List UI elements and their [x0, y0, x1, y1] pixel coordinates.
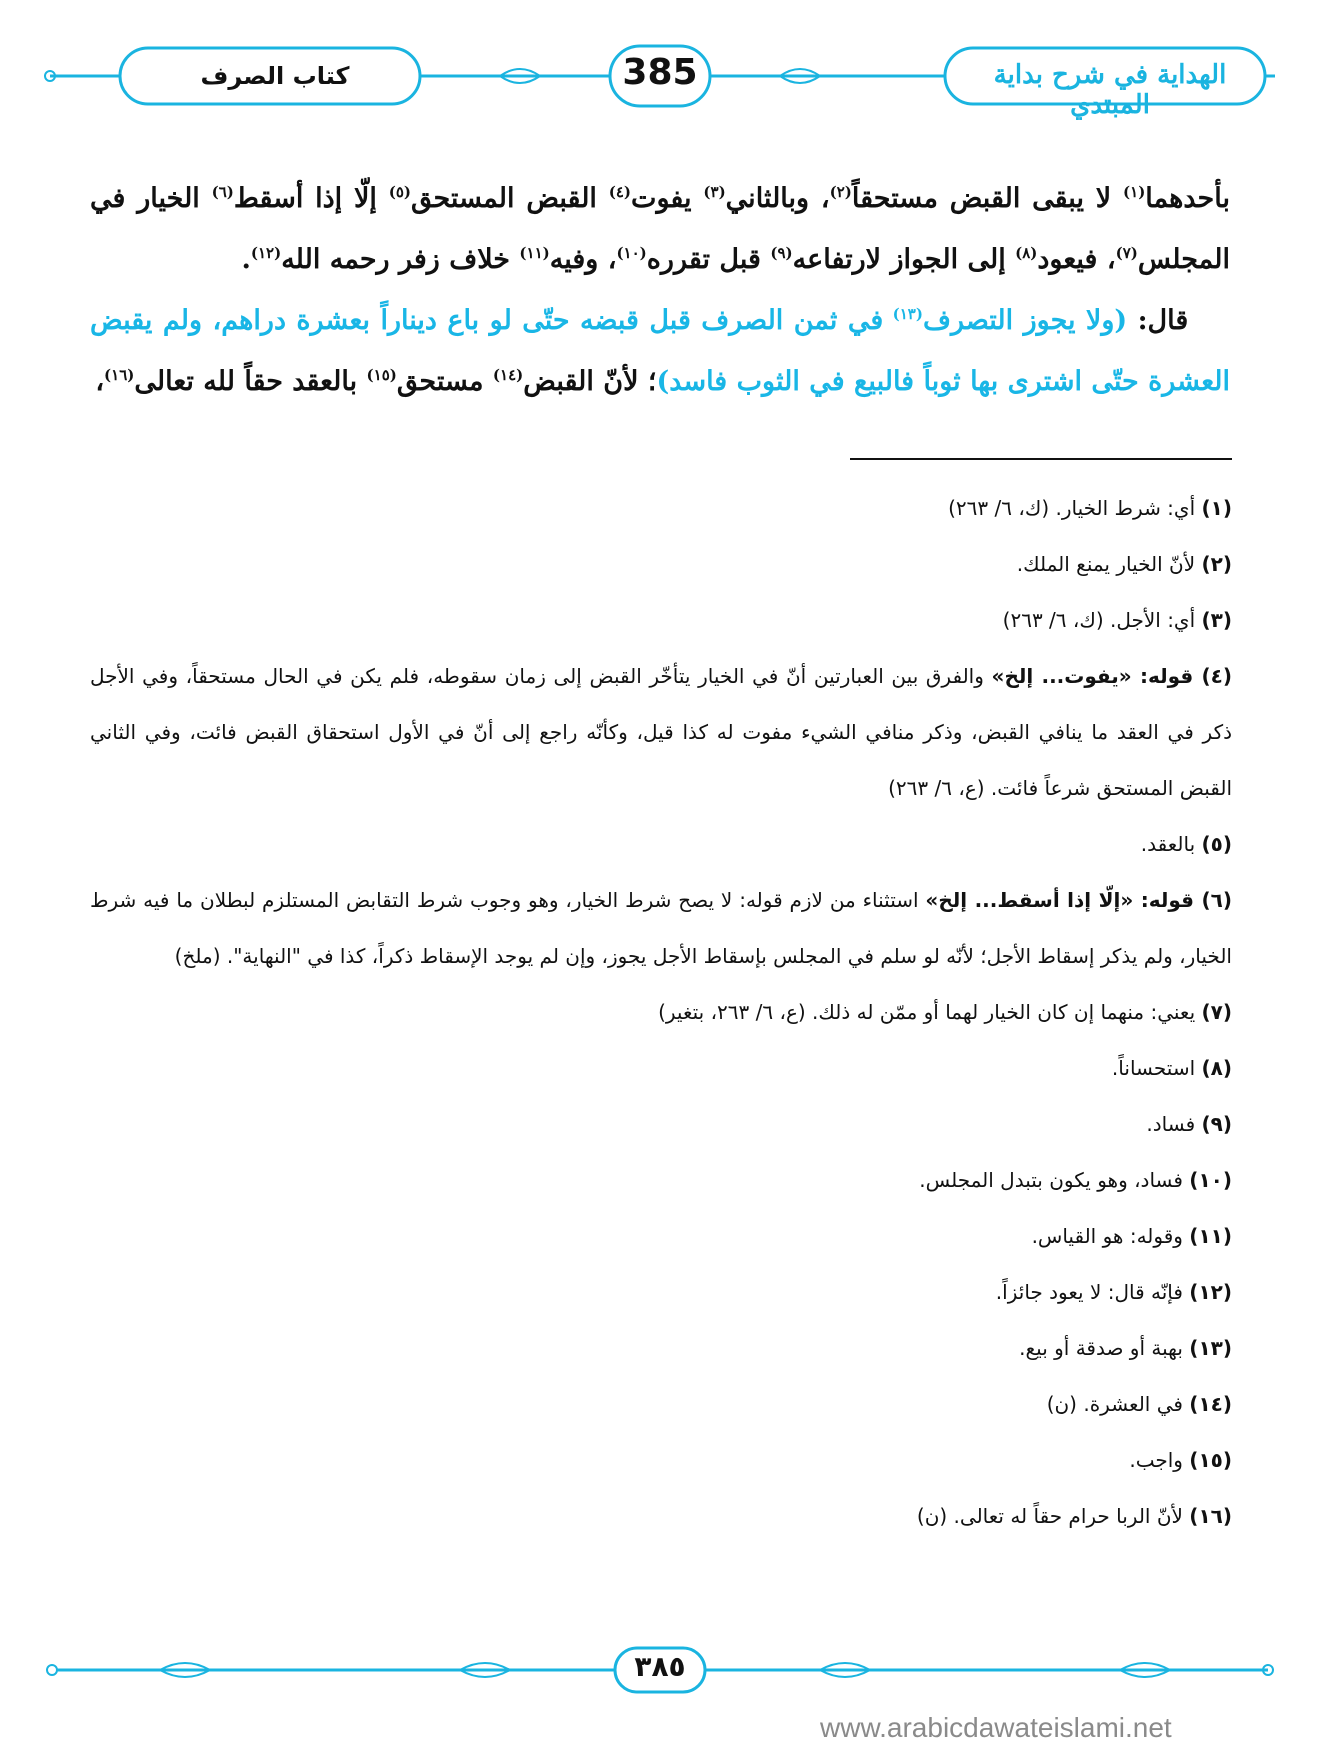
text-run: القبض المستحق — [410, 183, 609, 214]
text-run: الخيار في المجلس — [90, 183, 1230, 275]
footnote-text: فإنّه قال: لا يعود جائزاً. — [995, 1280, 1190, 1304]
footnote-ref: (١٤) — [492, 366, 524, 384]
footnote-ref: (٥) — [388, 183, 411, 201]
footnote-12 — [90, 1264, 1232, 1320]
footnote-ref: (١٢) — [250, 244, 282, 262]
main-text — [90, 165, 1230, 409]
footnote-text: والفرق بين العبارتين أنّ في الخيار يتأخّر القبض إلى زمان سقوطه، فلم يكن في الحال مستحقاً، وفي الأجل ذكر في العقد ما ينافي القبض، وذكر منافي الشيء مفوت له كذا قيل، وكأنّه راجع إلى أنّ في الأول استحقاق القبض فائت، وفي الثاني القبض المستحق شرعاً فائت. (ع، ٦/ ٢٦٣) — [90, 664, 1232, 800]
text-run: لا يبقى القبض مستحقاً — [851, 183, 1124, 214]
footnote-text: أي: الأجل. (ك، ٦/ ٢٦٣) — [1002, 608, 1202, 632]
footnote-16 — [90, 1488, 1232, 1544]
text-run: إلّا إذا أسقط — [233, 183, 389, 214]
footnote-text: واجب. — [1129, 1448, 1190, 1472]
footnote-number: (١٦) — [1189, 1504, 1232, 1528]
footnote-text: فساد، وهو يكون بتبدل المجلس. — [919, 1168, 1190, 1192]
page-footer — [40, 1640, 1280, 1700]
footnote-text: بالعقد. — [1140, 832, 1202, 856]
footnote-10 — [90, 1152, 1232, 1208]
footnote-9 — [90, 1096, 1232, 1152]
footnote-text: لأنّ الربا حرام حقاً له تعالى. (ن) — [916, 1504, 1190, 1528]
text-run: إلى الجواز لارتفاعه — [792, 244, 1016, 275]
text-run: قبل تقرره — [646, 244, 771, 275]
footnote-text: فساد. — [1146, 1112, 1202, 1136]
footnote-ref: (١) — [1123, 183, 1146, 201]
footnote-15 — [90, 1432, 1232, 1488]
text-run: خلاف زفر رحمه الله — [281, 244, 520, 275]
footnote-14 — [90, 1376, 1232, 1432]
footnote-ref: (١١) — [519, 244, 550, 262]
text-run: يفوت — [631, 183, 704, 214]
book-title: كتاب الصرف — [200, 62, 350, 90]
footnote-number: (١٣) — [1189, 1336, 1232, 1360]
footnote-5 — [90, 816, 1232, 872]
footnote-text: لأنّ الخيار يمنع الملك. — [1016, 552, 1202, 576]
footnote-ref: (٨) — [1015, 244, 1038, 262]
text-run: بالعقد حقاً لله تعالى — [134, 366, 367, 397]
paragraph-2 — [90, 287, 1230, 409]
footnote-number: (٣) — [1201, 608, 1232, 632]
footnote-number: (١١) — [1189, 1224, 1232, 1248]
footnote-number: (١٤) — [1189, 1392, 1232, 1416]
matn-text: في ثمن الصرف قبل قبضه حتّى لو باع ديناراً بعشرة دراهم، ولم يقبض العشرة حتّى اشترى بها ثوباً فالبيع في الثوب فاسد) — [90, 305, 1230, 397]
footnote-text: أي: شرط الخيار. (ك، ٦/ ٢٦٣) — [948, 496, 1202, 520]
footnote-keyword: قوله: «إلّا إذا أسقط... إلخ» — [925, 888, 1202, 912]
footnote-4 — [90, 648, 1232, 816]
matn-text: (ولا يجوز التصرف — [922, 305, 1128, 336]
footnote-number: (٧) — [1201, 1000, 1232, 1024]
footnote-ref: (١٠) — [616, 244, 647, 262]
text-run: ، — [95, 366, 105, 397]
footnote-ref: (٤) — [608, 183, 632, 201]
footnote-ref: (٧) — [1115, 244, 1138, 262]
footnote-keyword: قوله: «يفوت... إلخ» — [991, 664, 1202, 688]
paragraph-1 — [90, 165, 1230, 287]
footnote-number: (٤) — [1201, 664, 1232, 688]
footnote-number: (٢) — [1201, 552, 1232, 576]
page-number-top: 385 — [622, 52, 698, 93]
footnote-text: استحساناً. — [1111, 1056, 1202, 1080]
text-run: قال: — [1127, 305, 1189, 336]
website-watermark: www.arabicdawateislami.net — [820, 1712, 1172, 1743]
footnote-ref: (١٣) — [892, 305, 923, 323]
text-run: ، فيعود — [1037, 244, 1116, 275]
footnotes — [90, 480, 1232, 1544]
series-title: الهداية في شرح بداية المبتدي — [993, 60, 1227, 120]
footnote-number: (١) — [1201, 496, 1232, 520]
text-run: مستحق — [396, 366, 493, 397]
footnote-ref: (٦) — [211, 183, 234, 201]
text-run: ، وفيه — [549, 244, 617, 275]
footnote-number: (١٥) — [1189, 1448, 1232, 1472]
footnote-ref: (١٦) — [104, 366, 135, 384]
footnote-number: (٨) — [1201, 1056, 1232, 1080]
footnote-text: بهبة أو صدقة أو بيع. — [1019, 1336, 1190, 1360]
footnote-number: (١٢) — [1189, 1280, 1232, 1304]
footnote-number: (٥) — [1201, 832, 1232, 856]
footnote-1 — [90, 480, 1232, 536]
footnote-11 — [90, 1208, 1232, 1264]
footnote-text: استثناء من لازم قوله: لا يصح شرط الخيار، وهو وجوب شرط التقابض المستلزم لبطلان ما فيه شرط الخيار، ولم يذكر إسقاط الأجل؛ لأنّه لو سلم في المجلس بإسقاط الأجل يجوز، وإن لم يوجد الإسقاط ذكراً، كذا في "النهاية". (ملخ) — [90, 888, 1232, 968]
footnote-ref: (٢) — [829, 183, 852, 201]
footnote-number: (١٠) — [1189, 1168, 1232, 1192]
footnote-3 — [90, 592, 1232, 648]
footnote-2 — [90, 536, 1232, 592]
footnote-text: يعني: منهما إن كان الخيار لهما أو ممّن له ذلك. (ع، ٦/ ٢٦٣، بتغير) — [658, 1000, 1202, 1024]
footnote-8 — [90, 1040, 1232, 1096]
footnote-divider — [850, 458, 1232, 460]
text-run: ؛ لأنّ القبض — [523, 366, 657, 397]
footnote-text: في العشرة. (ن) — [1046, 1392, 1190, 1416]
footnote-text: وقوله: هو القياس. — [1031, 1224, 1190, 1248]
footnote-ref: (٣) — [703, 183, 726, 201]
footnote-number: (٩) — [1201, 1112, 1232, 1136]
footnote-ref: (١٥) — [366, 366, 397, 384]
text-run: ، وبالثاني — [725, 183, 830, 214]
page-number-bottom: ٣٨٥ — [634, 1650, 686, 1683]
footnote-7 — [90, 984, 1232, 1040]
page-header — [40, 40, 1280, 120]
footnote-6 — [90, 872, 1232, 984]
footnote-13 — [90, 1320, 1232, 1376]
text-run: . — [241, 244, 251, 275]
text-run: بأحدهما — [1145, 183, 1230, 214]
footnote-number: (٦) — [1201, 888, 1232, 912]
footnote-ref: (٩) — [770, 244, 793, 262]
